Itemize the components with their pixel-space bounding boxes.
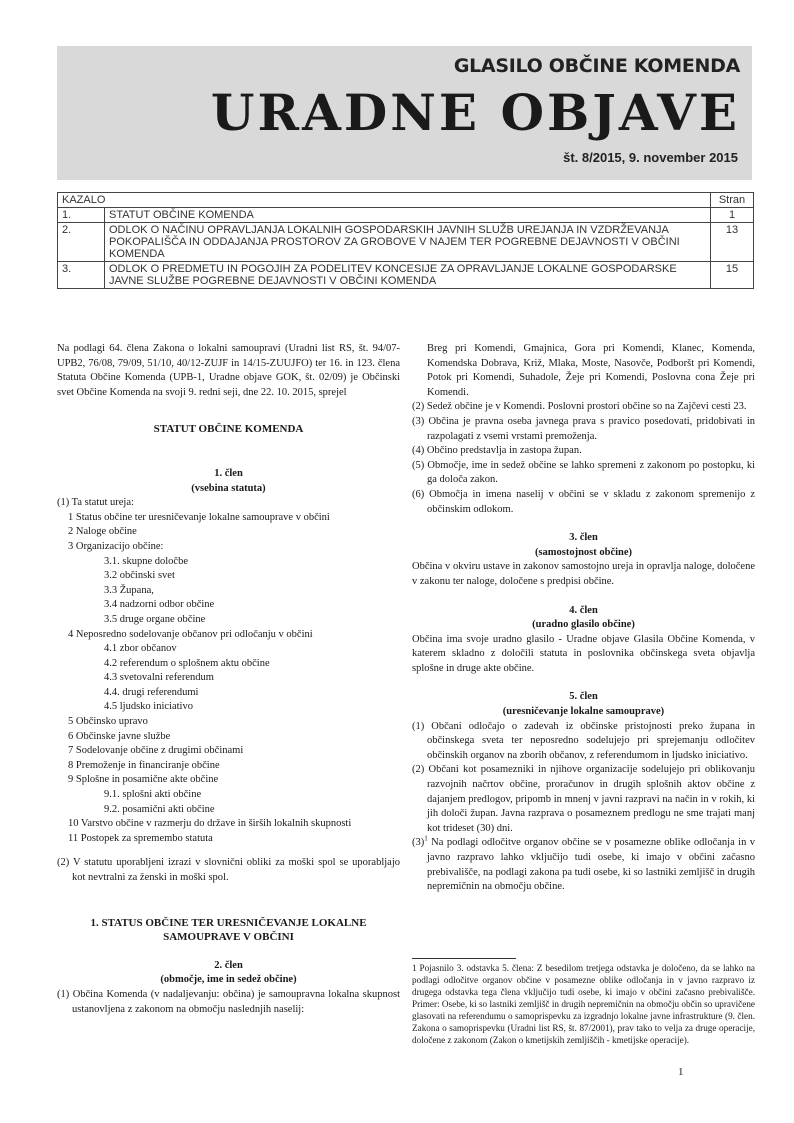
chapter-1-title: 1. STATUS OBČINE TER URESNIČEVANJE LOKALNE SAMOUPRAVE V OBČINI bbox=[90, 916, 367, 944]
list-item: 9.2. posamični akti občine bbox=[104, 803, 215, 815]
toc-row-number: 2. bbox=[58, 223, 105, 262]
article-3-subtitle: (samostojnost občine) bbox=[534, 546, 633, 558]
masthead bbox=[57, 46, 752, 180]
list-item: 5 Občinsko upravo bbox=[68, 716, 148, 728]
right-column bbox=[412, 342, 755, 895]
article-2-paragraph-6: (6) Območja in imena naselij v občini se v skladu z zakonom spremenijo z občinskim odlokom. bbox=[412, 488, 755, 515]
article-3-title: 3. člen bbox=[569, 532, 598, 544]
article-2-paragraph-1: (1) Občina Komenda (v nadaljevanju: občina) je samoupravna lokalna skupnost ustanovljena z zakonom na območju naslednjih naselij: bbox=[57, 988, 400, 1015]
article-2-subtitle: (območje, ime in sedež občine) bbox=[160, 974, 297, 986]
article-5-paragraph-3 bbox=[412, 836, 755, 894]
list-item: 4.5 ljudsko iniciativo bbox=[104, 701, 193, 713]
footnote-reference[interactable]: 1 bbox=[424, 834, 428, 843]
toc-row[interactable] bbox=[58, 208, 754, 223]
footnote: 1 Pojasnilo 3. odstavka 5. člena: Z besedilom tretjega odstavka je določeno, da se lahko na podlagi odločitve organov občine v posamezne oblike odločanja in v javno razpravo iz drugega odstavka tega člena vključijo tudi osebe, ki imajo v občini začasno prebivališče. Primer: Osebe, ki so lastniki zemljišč in drugih nepremičnin na območju občin so upravičene glasovati na referendumu o samoprispevku za izgradnjo lokalne javne infrastrukture (9. člen. Zakona o samoprispevku (Uradni list RS, št. 87/2001), prav tako to velja za druge operacije, določene z zakonom (Zakon o kmetijskih zemljiščih - kmetijske operacije). bbox=[412, 963, 755, 1045]
toc-row[interactable] bbox=[58, 262, 754, 289]
article-2-paragraph-5: (5) Območje, ime in sedež občine se lahko spremeni z zakonom po postopku, ki ga določa zakon. bbox=[412, 459, 755, 486]
toc-page-header: Stran bbox=[711, 193, 754, 208]
article-4-subtitle: (uradno glasilo občine) bbox=[532, 619, 635, 631]
page-number: 1 bbox=[678, 1066, 684, 1078]
list-item: 6 Občinske javne službe bbox=[68, 730, 171, 742]
list-item: 7 Sodelovanje občine z drugimi občinami bbox=[68, 745, 244, 757]
toc-row-title[interactable]: STATUT OBČINE KOMENDA bbox=[105, 208, 711, 223]
list-item: 3.1. skupne določbe bbox=[104, 555, 188, 567]
article-2-continued: Breg pri Komendi, Gmajnica, Gora pri Komendi, Klanec, Komenda, Komendska Dobrava, Križ, Mlaka, Moste, Nasovče, Podboršt pri Komendi, Potok pri Komendi, Suhadole, Žeje pri Komendi, Poslovna cona Žeje pri Komendi. bbox=[427, 343, 755, 398]
article-2-paragraph-4: (4) Občino predstavlja in zastopa župan. bbox=[412, 445, 582, 457]
article-5-paragraph-2: (2) Občani kot posamezniki in njihove organizacije sodelujejo pri oblikovanju razvojnih načrtov občine, proračunov in drugih splošnih aktov občine z dajanjem predlogov, pripomb in mnenj v javni razpravi na način in v rokih, ki jih določi župan. Javna razprava o posameznem predlogu ne sme trajati manj kot trideset (30) dni. bbox=[412, 764, 755, 834]
article-1-paragraph-1: (1) Ta statut ureja: bbox=[57, 497, 134, 509]
toc-header-row bbox=[58, 193, 754, 208]
article-2-paragraph-3: (3) Občina je pravna oseba javnega prava s pravico posedovati, pridobivati in razpolagati z vsemi vrstami premoženja. bbox=[412, 415, 755, 442]
article-5-paragraph-1: (1) Občani odločajo o zadevah iz občinske pristojnosti preko župana in občinskega sveta ter neposredno sodelujejo pri sprejemanju odločitev občinskih organov na zborih občanov, z referendumom in ljudsko iniciativo. bbox=[412, 720, 755, 761]
toc-row-page: 1 bbox=[711, 208, 754, 223]
article-1-list bbox=[57, 511, 400, 847]
list-item: 3.3 Župana, bbox=[104, 584, 154, 596]
publication-brand: GLASILO OBČINE KOMENDA bbox=[453, 55, 740, 77]
article-1-paragraph-2: (2) V statutu uporabljeni izrazi v slovnični obliki za moški spol se uporabljajo kot nevtralni za ženski in moški spol. bbox=[57, 857, 400, 883]
list-item: 4.2 referendum o splošnem aktu občine bbox=[104, 657, 270, 669]
table-of-contents bbox=[57, 192, 754, 289]
article-3-paragraph: Občina v okviru ustave in zakonov samostojno ureja in opravlja naloge, določene v zakonu ter naloge, določene s predpisi občine. bbox=[412, 561, 755, 587]
article-1-title: 1. člen bbox=[214, 467, 243, 479]
toc-row-title[interactable]: ODLOK O PREDMETU IN POGOJIH ZA PODELITEV KONCESIJE ZA OPRAVLJANJE LOKALNE GOSPODARSKE JAVNE SLUŽBE POGREBNE DEJAVNOSTI V OBČINI KOMENDA bbox=[105, 262, 711, 289]
toc-title: KAZALO bbox=[58, 193, 711, 208]
toc-row-page: 15 bbox=[711, 262, 754, 289]
article-5-title: 5. člen bbox=[569, 691, 598, 703]
article-2-title: 2. člen bbox=[214, 959, 243, 971]
issue-line: št. 8/2015, 9. november 2015 bbox=[563, 150, 738, 165]
toc-row-page: 13 bbox=[711, 223, 754, 262]
article-2-paragraph-2: (2) Sedež občine je v Komendi. Poslovni prostori občine so na Zajčevi cesti 23. bbox=[412, 401, 747, 413]
toc-row-number: 1. bbox=[58, 208, 105, 223]
list-item: 2 Naloge občine bbox=[68, 526, 137, 538]
paragraph-text: Na podlagi odločitve organov občine se v posamezne oblike odločanja in v javno razpravo lahko vključijo tudi osebe, ki imajo v občini začasno prebivališče, na podlagi zakona pa tudi osebe, ki so lastniki zemljišč in drugih nepremičnin na območju občine. bbox=[427, 837, 755, 893]
footnote-divider bbox=[412, 958, 516, 959]
publication-title: URADNE OBJAVE bbox=[210, 83, 740, 142]
list-item: 9 Splošne in posamične akte občine bbox=[68, 774, 219, 786]
list-item: 3.4 nadzorni odbor občine bbox=[104, 599, 215, 611]
list-item: 10 Varstvo občine v razmerju do države in širših lokalnih skupnosti bbox=[68, 818, 352, 830]
list-item: 4.1 zbor občanov bbox=[104, 643, 177, 655]
article-4-paragraph: Občina ima svoje uradno glasilo - Uradne objave Glasila Občine Komenda, v katerem skladno z določili statuta in poslovnika občinskega sveta objavlja splošne in druge akte občine. bbox=[412, 633, 755, 674]
list-item: 4.3 svetovalni referendum bbox=[104, 672, 214, 684]
article-5-subtitle: (uresničevanje lokalne samouprave) bbox=[502, 706, 665, 718]
list-item: 4.4. drugi referendumi bbox=[104, 686, 199, 698]
toc-row-title[interactable]: ODLOK O NAČINU OPRAVLJANJA LOKALNIH GOSPODARSKIH JAVNIH SLUŽB UREJANJA IN VZDRŽEVANJA POKOPALIŠČA IN ODDAJANJA PROSTOROV ZA GROBOVE V NAJEM TER POGREBNE DEJAVNOSTI V OBČINI KOMENDA bbox=[105, 223, 711, 262]
article-1-subtitle: (vsebina statuta) bbox=[191, 482, 266, 494]
toc-row[interactable] bbox=[58, 223, 754, 262]
list-item: 3 Organizacijo občine: bbox=[68, 540, 164, 552]
article-4-title: 4. člen bbox=[569, 604, 598, 616]
list-item: 11 Postopek za spremembo statuta bbox=[68, 832, 213, 844]
toc-row-number: 3. bbox=[58, 262, 105, 289]
list-item: 9.1. splošni akti občine bbox=[104, 789, 202, 801]
left-column bbox=[57, 342, 400, 1017]
list-item: 3.2 občinski svet bbox=[104, 570, 175, 582]
preamble: Na podlagi 64. člena Zakona o lokalni samoupravi (Uradni list RS, št. 94/07-UPB2, 76/08, 79/09, 51/10, 40/12-ZUJF in 14/15-ZUUJFO) ter 16. in 123. člena Statuta Občine Komenda (UPB-1, Uradne objave GOK, št. 02/09) je Občinski svet Občine Komenda na svoji 9. redni seji, dne 22. 10. 2015, sprejel bbox=[57, 343, 400, 398]
paragraph-mark: (3) bbox=[412, 837, 425, 849]
list-item: 1 Status občine ter uresničevanje lokalne samouprave v občini bbox=[68, 511, 330, 523]
list-item: 8 Premoženje in financiranje občine bbox=[68, 759, 220, 771]
list-item: 4 Neposredno sodelovanje občanov pri odločanju v občini bbox=[68, 628, 313, 640]
list-item: 3.5 druge organe občine bbox=[104, 613, 206, 625]
document-title: STATUT OBČINE KOMENDA bbox=[153, 423, 304, 436]
